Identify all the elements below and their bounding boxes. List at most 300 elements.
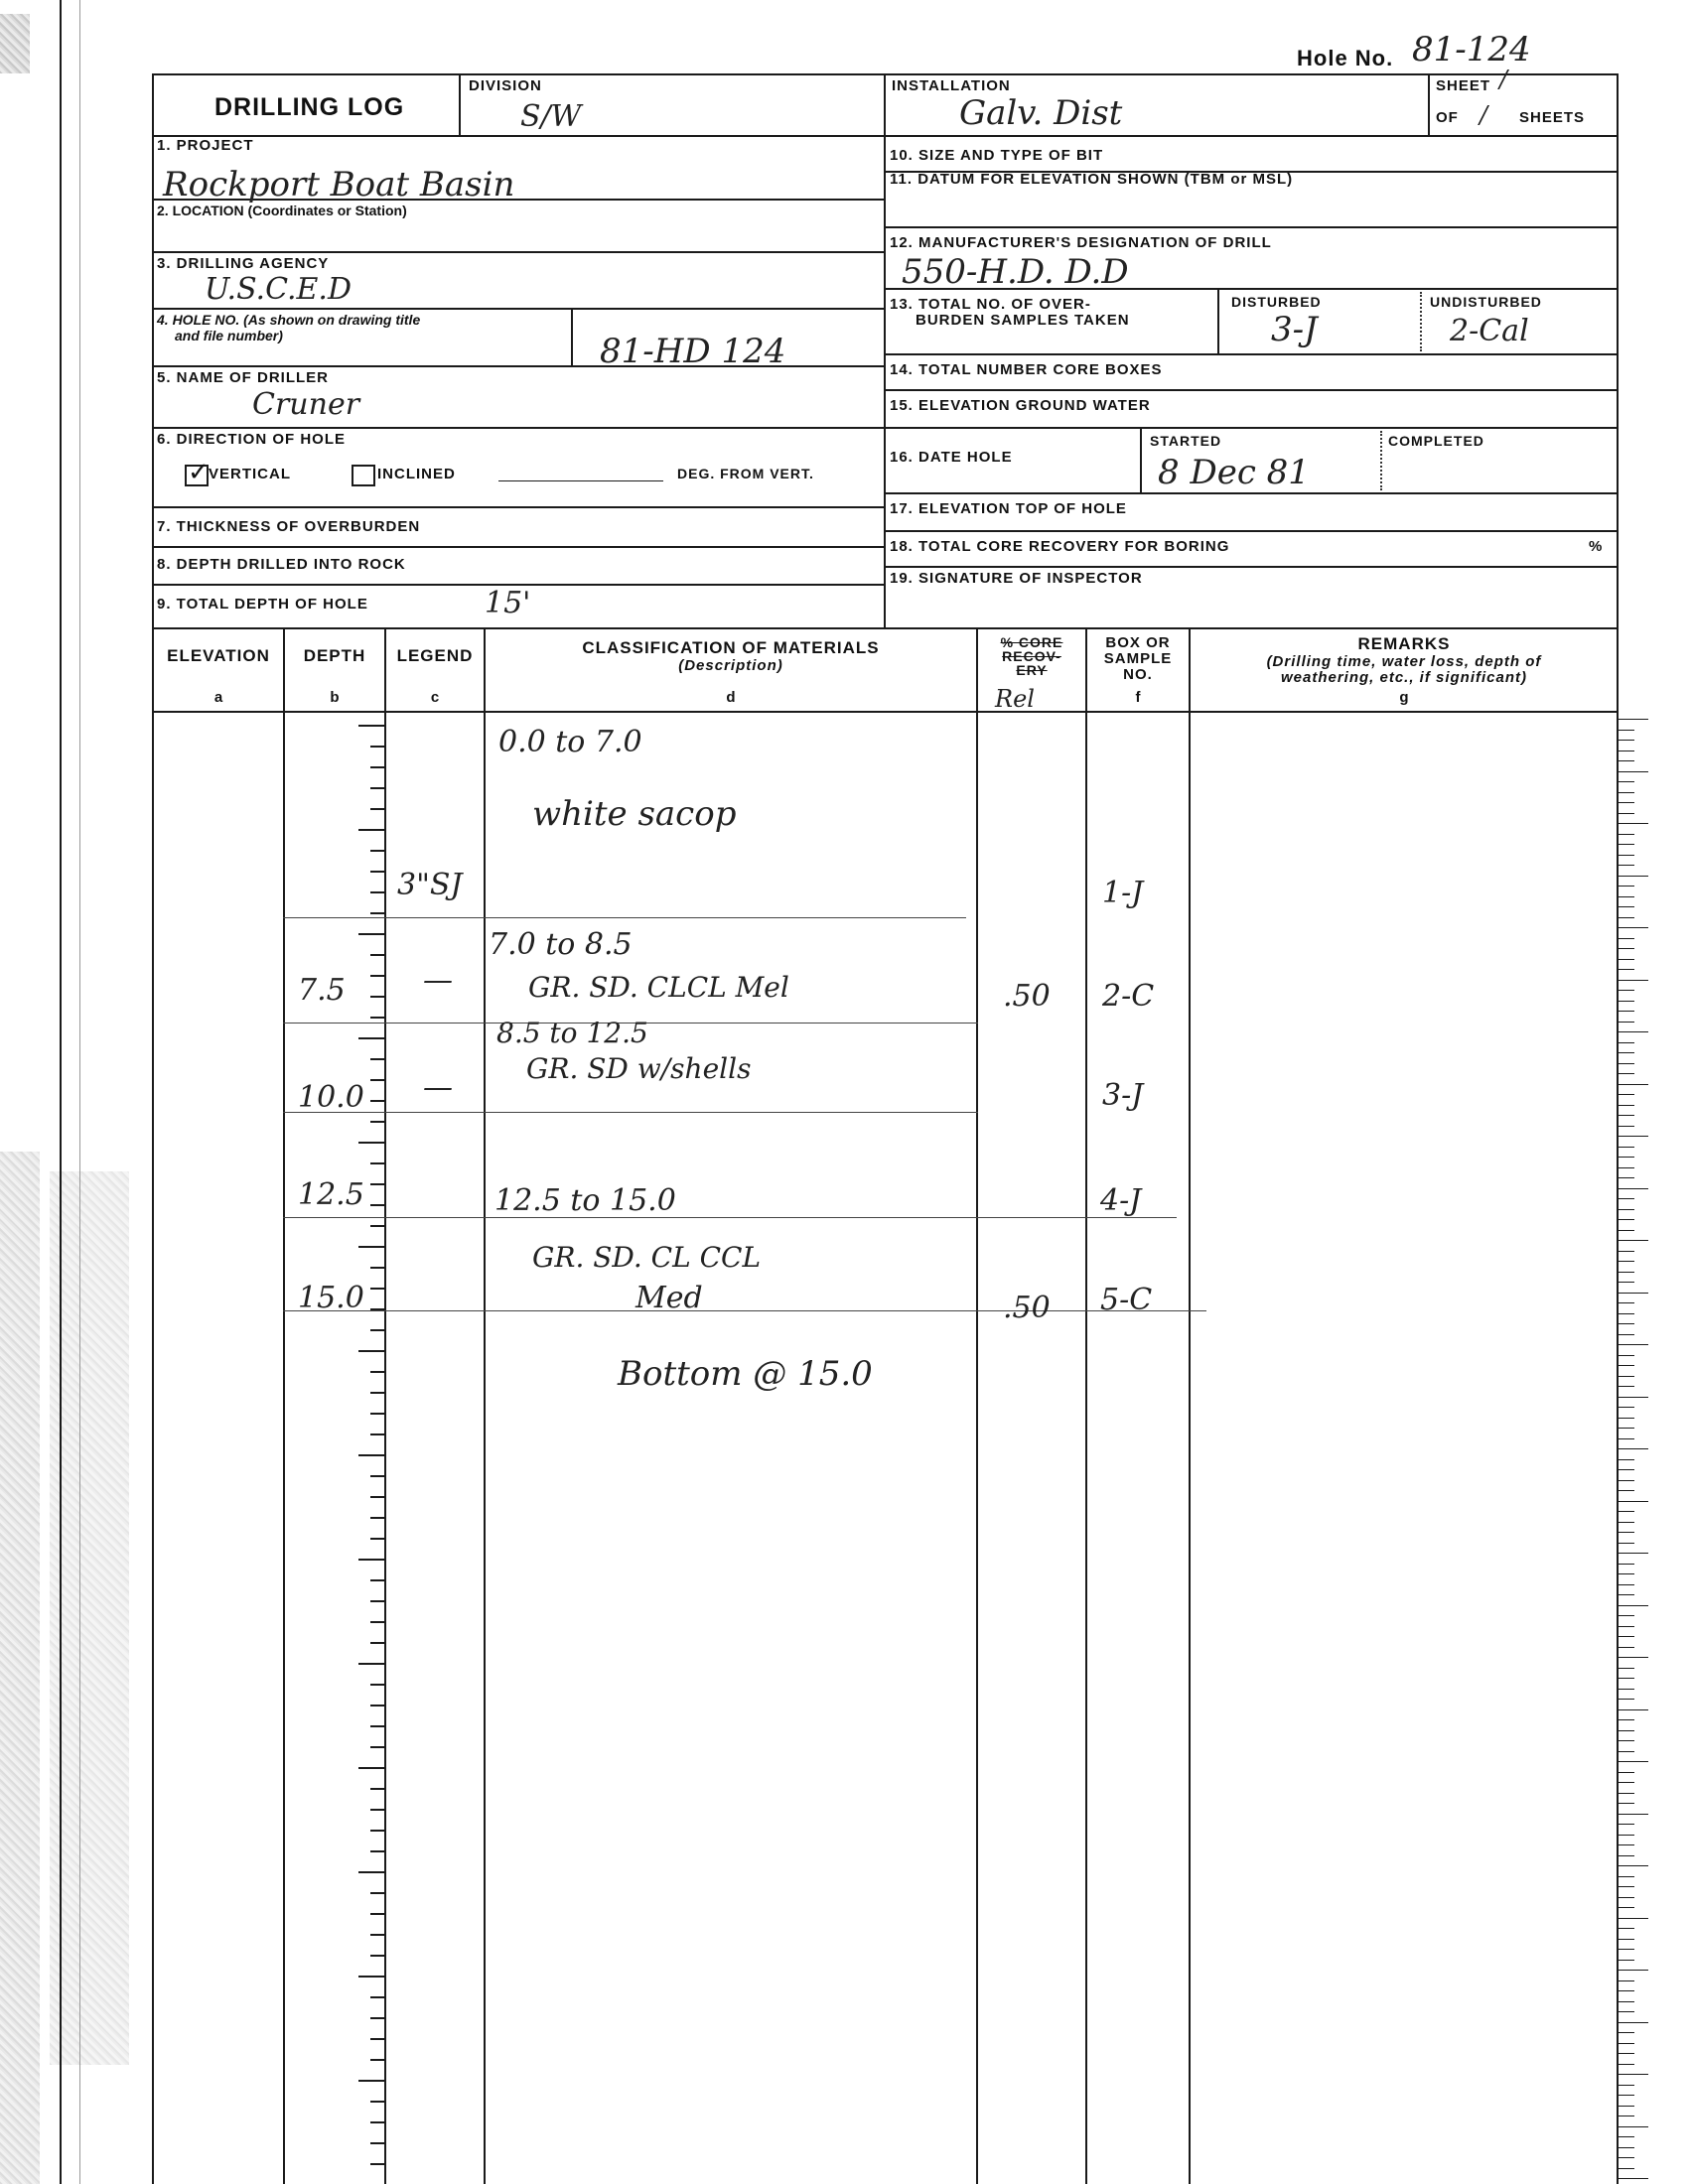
- right-tick: [1619, 1605, 1648, 1606]
- right-tick: [1619, 1282, 1634, 1283]
- depth-tick: [370, 766, 384, 768]
- right-tick: [1619, 1824, 1634, 1825]
- depth-tick: [370, 1288, 384, 1290]
- right-tick: [1619, 896, 1634, 897]
- right-tick: [1619, 2074, 1648, 2075]
- left-margin-line-2: [79, 0, 80, 2184]
- depth-tick: [358, 1142, 384, 1144]
- col-box-2: SAMPLE: [1103, 650, 1173, 667]
- right-tick: [1619, 1553, 1648, 1554]
- depth-tick: [370, 1788, 384, 1790]
- right-tick: [1619, 1573, 1634, 1574]
- right-tick: [1619, 865, 1634, 866]
- depth-tick: [370, 1934, 384, 1936]
- right-tick: [1619, 1719, 1634, 1720]
- depth-tick: [358, 1871, 384, 1873]
- right-tick: [1619, 1626, 1634, 1627]
- entry-divider-1: [283, 917, 966, 918]
- right-tick: [1619, 1136, 1648, 1137]
- division-label: DIVISION: [469, 77, 542, 94]
- depth-tick: [370, 1413, 384, 1415]
- entry-3-legend: —: [423, 1070, 453, 1105]
- right-tick: [1619, 1793, 1634, 1794]
- depth-tick: [370, 1433, 384, 1435]
- right-tick: [1619, 802, 1634, 803]
- depth-tick: [370, 912, 384, 914]
- entry-4-sample: 4-J: [1100, 1183, 1142, 1218]
- right-tick: [1619, 1073, 1634, 1074]
- right-tick: [1619, 1386, 1634, 1387]
- right-tick: [1619, 740, 1634, 741]
- of-value: /: [1480, 101, 1488, 129]
- disturbed-value: 3-J: [1271, 310, 1318, 349]
- right-tick: [1619, 2085, 1634, 2086]
- entry-4-material-b: Med: [635, 1281, 703, 1315]
- right-tick: [1619, 1647, 1634, 1648]
- right-tick: [1619, 730, 1634, 731]
- driller-value: Cruner: [252, 387, 360, 422]
- depth-tick: [370, 1517, 384, 1519]
- core-boxes-label: 14. TOTAL NUMBER CORE BOXES: [890, 361, 1163, 378]
- depth-tick: [370, 1621, 384, 1623]
- depth-tick: [358, 1976, 384, 1978]
- depth-tick: [370, 1183, 384, 1185]
- right-tick: [1619, 1063, 1634, 1064]
- col-core-handwritten: Rel: [995, 685, 1035, 713]
- depth-rock-label: 8. DEPTH DRILLED INTO ROCK: [157, 556, 406, 573]
- right-tick: [1619, 906, 1634, 907]
- agency-label: 3. DRILLING AGENCY: [157, 255, 330, 272]
- depth-tick: [358, 725, 384, 727]
- col-classification-header: CLASSIFICATION OF MATERIALS: [582, 638, 880, 657]
- right-tick: [1619, 1636, 1634, 1637]
- hole-no-label: Hole No.: [1297, 46, 1394, 70]
- right-tick: [1619, 1678, 1634, 1679]
- right-tick: [1619, 886, 1634, 887]
- col-elevation-header: ELEVATION: [167, 646, 270, 665]
- undisturbed-value: 2-Cal: [1450, 314, 1529, 348]
- right-tick: [1619, 1011, 1634, 1012]
- right-tick: [1619, 1240, 1648, 1241]
- col-depth-header: DEPTH: [303, 646, 366, 665]
- depth-tick: [358, 1037, 384, 1039]
- right-tick: [1619, 1699, 1634, 1700]
- depth-tick: [370, 1204, 384, 1206]
- right-tick: [1619, 1313, 1634, 1314]
- right-tick: [1619, 2053, 1634, 2054]
- right-tick: [1619, 1407, 1634, 1408]
- entry-3-depth: 10.0: [298, 1080, 364, 1115]
- right-tick: [1619, 1126, 1634, 1127]
- depth-tick: [370, 1850, 384, 1852]
- right-tick: [1619, 1147, 1634, 1148]
- entry-2-sample: 2-C: [1102, 979, 1155, 1014]
- right-tick: [1619, 771, 1648, 772]
- right-tick: [1619, 1167, 1634, 1168]
- depth-tick: [370, 1392, 384, 1394]
- right-tick: [1619, 959, 1634, 960]
- right-tick: [1619, 2178, 1648, 2179]
- entry-2-interval: 7.0 to 8.5: [489, 927, 633, 962]
- core-recovery-label: 18. TOTAL CORE RECOVERY FOR BORING: [890, 538, 1230, 555]
- hole-no-value: 81-124: [1412, 30, 1531, 69]
- right-tick: [1619, 1501, 1648, 1502]
- right-tick: [1619, 1564, 1634, 1565]
- entry-2-recovery: .50: [1003, 979, 1051, 1014]
- col-classification-letter: d: [726, 689, 736, 706]
- right-tick: [1619, 1344, 1648, 1345]
- date-hole-label: 16. DATE HOLE: [890, 449, 1013, 466]
- form-title: DRILLING LOG: [214, 93, 405, 121]
- right-tick: [1619, 1761, 1648, 1762]
- right-tick: [1619, 792, 1634, 793]
- inclined-label: INCLINED: [377, 466, 456, 482]
- sheet-label: SHEET: [1436, 77, 1491, 94]
- entry-1-legend: 3"SJ: [397, 868, 463, 902]
- total-depth-value: 15': [485, 586, 531, 620]
- depth-tick: [370, 850, 384, 852]
- depth-tick: [370, 2163, 384, 2165]
- depth-tick: [370, 1746, 384, 1748]
- right-tick: [1619, 1814, 1648, 1815]
- right-tick: [1619, 1990, 1634, 1991]
- manufacturer-value: 550-H.D. D.D: [902, 252, 1129, 292]
- undisturbed-label: UNDISTURBED: [1430, 294, 1542, 310]
- right-tick: [1619, 2095, 1634, 2096]
- entry-5-depth: 15.0: [298, 1281, 364, 1315]
- entry-4-depth: 12.5: [298, 1177, 364, 1212]
- entry-4-material-a: GR. SD. CL CCL: [532, 1241, 762, 1274]
- depth-tick: [370, 1996, 384, 1998]
- right-tick: [1619, 1960, 1634, 1961]
- depth-tick: [370, 1809, 384, 1811]
- depth-tick: [358, 1663, 384, 1665]
- right-tick: [1619, 719, 1648, 720]
- right-tick: [1619, 1594, 1634, 1595]
- project-value: Rockport Boat Basin: [163, 165, 515, 205]
- scan-noise-top-left: [0, 14, 30, 73]
- right-tick: [1619, 1209, 1634, 1210]
- col-box-3: NO.: [1123, 666, 1153, 683]
- elevation-top-label: 17. ELEVATION TOP OF HOLE: [890, 500, 1127, 517]
- right-tick: [1619, 1782, 1634, 1783]
- depth-tick: [370, 1955, 384, 1957]
- depth-tick: [370, 1058, 384, 1060]
- right-tick: [1619, 2157, 1634, 2158]
- depth-tick: [370, 1830, 384, 1832]
- col-core-2: RECOV-: [1002, 648, 1061, 664]
- right-tick: [1619, 1251, 1634, 1252]
- right-tick: [1619, 1949, 1634, 1950]
- deg-label: DEG. FROM VERT.: [677, 466, 814, 481]
- depth-tick: [370, 1684, 384, 1686]
- driller-label: 5. NAME OF DRILLER: [157, 369, 330, 386]
- depth-tick: [370, 1371, 384, 1373]
- right-tick: [1619, 1418, 1634, 1419]
- depth-tick: [370, 1121, 384, 1123]
- depth-tick: [370, 1329, 384, 1331]
- right-tick: [1619, 1522, 1634, 1523]
- right-tick: [1619, 1532, 1634, 1533]
- depth-tick: [370, 787, 384, 789]
- depth-tick: [370, 1267, 384, 1269]
- sheets-label: SHEETS: [1519, 109, 1586, 126]
- right-tick: [1619, 2064, 1634, 2065]
- division-value: S/W: [520, 99, 582, 134]
- depth-tick: [370, 1079, 384, 1081]
- right-tick: [1619, 1918, 1648, 1919]
- depth-tick: [370, 2121, 384, 2123]
- depth-tick: [358, 1350, 384, 1352]
- right-tick: [1619, 2126, 1648, 2127]
- depth-tick: [358, 933, 384, 935]
- started-value: 8 Dec 81: [1158, 453, 1310, 492]
- right-tick: [1619, 1157, 1634, 1158]
- right-tick: [1619, 1511, 1634, 1512]
- manufacturer-label: 12. MANUFACTURER'S DESIGNATION OF DRILL: [890, 234, 1272, 251]
- entry-1-sample: 1-J: [1102, 876, 1144, 910]
- right-tick: [1619, 1855, 1634, 1856]
- right-tick: [1619, 2043, 1634, 2044]
- depth-tick: [358, 1767, 384, 1769]
- right-tick: [1619, 2032, 1634, 2033]
- entry-5-sample: 5-C: [1100, 1283, 1153, 1317]
- right-tick: [1619, 1397, 1648, 1398]
- direction-label: 6. DIRECTION OF HOLE: [157, 431, 347, 448]
- inclined-checkbox[interactable]: [352, 465, 375, 486]
- right-tick: [1619, 1188, 1648, 1189]
- samples-label-1: 13. TOTAL NO. OF OVER-: [890, 296, 1091, 313]
- depth-tick: [370, 1100, 384, 1102]
- right-tick: [1619, 990, 1634, 991]
- depth-tick: [370, 1162, 384, 1164]
- agency-value: U.S.C.E.D: [205, 272, 352, 307]
- project-label: 1. PROJECT: [157, 137, 254, 154]
- entry-divider-5: [283, 1310, 1206, 1311]
- right-tick: [1619, 1657, 1648, 1658]
- installation-label: INSTALLATION: [892, 77, 1011, 94]
- right-tick: [1619, 1365, 1634, 1366]
- sheet-value: /: [1499, 66, 1508, 93]
- right-tick: [1619, 1772, 1634, 1773]
- depth-tick: [370, 1017, 384, 1019]
- depth-tick: [370, 2059, 384, 2061]
- right-tick: [1619, 1615, 1634, 1616]
- depth-tick: [370, 1225, 384, 1227]
- depth-tick: [370, 808, 384, 810]
- col-box-letter: f: [1135, 689, 1141, 706]
- right-tick: [1619, 1448, 1648, 1449]
- disturbed-label: DISTURBED: [1231, 294, 1322, 310]
- right-tick: [1619, 1052, 1634, 1053]
- depth-tick: [358, 1454, 384, 1456]
- right-tick: [1619, 1740, 1634, 1741]
- depth-tick: [370, 1913, 384, 1915]
- right-tick: [1619, 1376, 1634, 1377]
- col-classification-sub: (Description): [678, 657, 783, 674]
- thickness-label: 7. THICKNESS OF OVERBURDEN: [157, 518, 421, 535]
- right-tick: [1619, 1094, 1634, 1095]
- depth-tick: [370, 1538, 384, 1540]
- right-tick: [1619, 1272, 1634, 1273]
- right-tick: [1619, 2022, 1648, 2023]
- location-label: 2. LOCATION (Coordinates or Station): [157, 203, 407, 218]
- right-tick: [1619, 1668, 1634, 1669]
- right-tick: [1619, 948, 1634, 949]
- total-depth-label: 9. TOTAL DEPTH OF HOLE: [157, 596, 368, 613]
- hole-no-field-label-1: 4. HOLE NO. (As shown on drawing title: [157, 312, 421, 328]
- depth-tick: [358, 2080, 384, 2082]
- scan-noise-left-lower: [0, 1152, 40, 2184]
- right-tick: [1619, 823, 1648, 824]
- col-box-1: BOX OR: [1105, 634, 1171, 651]
- right-tick: [1619, 1261, 1634, 1262]
- right-tick: [1619, 1302, 1634, 1303]
- left-margin-line: [60, 0, 62, 2184]
- right-tick: [1619, 2136, 1634, 2137]
- right-tick: [1619, 980, 1648, 981]
- right-tick: [1619, 1980, 1634, 1981]
- right-tick: [1619, 1177, 1634, 1178]
- right-tick: [1619, 781, 1634, 782]
- right-tick: [1619, 1323, 1634, 1324]
- right-tick: [1619, 1042, 1634, 1043]
- entry-3-interval: 8.5 to 12.5: [496, 1017, 648, 1049]
- right-tick: [1619, 1543, 1634, 1544]
- entry-3-material: GR. SD w/shells: [526, 1052, 752, 1085]
- right-tick: [1619, 1907, 1634, 1908]
- col-core-3: ERY: [1016, 662, 1048, 678]
- col-elevation-letter: a: [213, 689, 223, 706]
- depth-tick: [370, 1892, 384, 1894]
- depth-tick: [358, 1559, 384, 1561]
- depth-tick: [370, 1705, 384, 1706]
- right-tick: [1619, 1105, 1634, 1106]
- depth-tick: [370, 1725, 384, 1727]
- depth-tick: [370, 1600, 384, 1602]
- depth-tick: [370, 954, 384, 956]
- right-tick: [1619, 1031, 1648, 1032]
- col-depth-letter: b: [330, 689, 340, 706]
- entry-3-sample: 3-J: [1102, 1078, 1144, 1113]
- right-tick: [1619, 1293, 1648, 1294]
- right-tick: [1619, 1198, 1634, 1199]
- right-tick: [1619, 1480, 1634, 1481]
- right-tick: [1619, 813, 1634, 814]
- right-tick: [1619, 1709, 1648, 1710]
- right-tick: [1619, 1689, 1634, 1690]
- datum-label: 11. DATUM FOR ELEVATION SHOWN (TBM or MSL): [890, 171, 1294, 188]
- entry-2-material: GR. SD. CLCL Mel: [528, 971, 789, 1004]
- depth-tick: [370, 1579, 384, 1581]
- col-remarks-sub-1: (Drilling time, water loss, depth of: [1266, 653, 1542, 670]
- inclined-blank-line: [498, 480, 663, 481]
- right-tick: [1619, 844, 1634, 845]
- installation-value: Galv. Dist: [959, 93, 1123, 133]
- right-tick: [1619, 1355, 1634, 1356]
- of-label: OF: [1436, 109, 1459, 126]
- col-legend-letter: c: [430, 689, 440, 706]
- right-tick: [1619, 1865, 1648, 1866]
- depth-tick: [370, 2101, 384, 2103]
- depth-tick: [370, 1642, 384, 1644]
- right-tick: [1619, 2001, 1634, 2002]
- depth-tick: [370, 746, 384, 748]
- right-tick: [1619, 1886, 1634, 1887]
- bit-label: 10. SIZE AND TYPE OF BIT: [890, 147, 1104, 164]
- col-remarks-sub-2: weathering, etc., if significant): [1280, 669, 1528, 686]
- right-tick: [1619, 1438, 1634, 1439]
- entry-2-depth: 7.5: [298, 973, 346, 1008]
- right-tick: [1619, 2011, 1634, 2012]
- right-tick: [1619, 1584, 1634, 1585]
- depth-tick: [370, 871, 384, 873]
- col-remarks-header: REMARKS: [1357, 634, 1451, 653]
- right-tick: [1619, 1230, 1634, 1231]
- right-tick: [1619, 2106, 1634, 2107]
- vertical-label: VERTICAL: [209, 466, 291, 482]
- right-tick: [1619, 2147, 1634, 2148]
- right-tick: [1619, 1844, 1634, 1845]
- right-tick: [1619, 1469, 1634, 1470]
- right-tick: [1619, 1751, 1634, 1752]
- right-tick: [1619, 1084, 1648, 1085]
- right-tick: [1619, 855, 1634, 856]
- col-legend-header: LEGEND: [396, 646, 474, 665]
- right-tick: [1619, 927, 1648, 928]
- depth-tick: [358, 829, 384, 831]
- right-tick: [1619, 1428, 1634, 1429]
- entry-divider-4: [283, 1217, 1177, 1218]
- depth-tick: [370, 891, 384, 893]
- right-tick: [1619, 1928, 1634, 1929]
- right-tick: [1619, 1219, 1634, 1220]
- right-tick: [1619, 1970, 1648, 1971]
- entry-divider-3: [283, 1112, 978, 1113]
- right-tick: [1619, 1730, 1634, 1731]
- col-core-1: % CORE: [1000, 634, 1063, 650]
- depth-tick: [370, 996, 384, 998]
- right-tick: [1619, 1803, 1634, 1804]
- right-tick: [1619, 1115, 1634, 1116]
- hole-no-field-label-2: and file number): [175, 328, 283, 343]
- right-tick: [1619, 917, 1634, 918]
- depth-tick: [370, 1475, 384, 1477]
- right-tick: [1619, 938, 1634, 939]
- right-tick: [1619, 1835, 1634, 1836]
- depth-tick: [370, 975, 384, 977]
- right-tick: [1619, 834, 1634, 835]
- vertical-checkbox[interactable]: ✓: [185, 465, 209, 486]
- depth-tick: [370, 1496, 384, 1498]
- entry-2-legend: —: [423, 963, 453, 998]
- percent-sign: %: [1589, 538, 1604, 555]
- depth-tick: [370, 2017, 384, 2019]
- entry-5-recovery: .50: [1003, 1291, 1051, 1325]
- right-tick: [1619, 876, 1648, 877]
- ground-water-label: 15. ELEVATION GROUND WATER: [890, 397, 1151, 414]
- entry-4-interval: 12.5 to 15.0: [494, 1183, 676, 1218]
- depth-tick: [370, 2142, 384, 2144]
- right-tick: [1619, 969, 1634, 970]
- completed-label: COMPLETED: [1388, 433, 1484, 449]
- depth-tick: [358, 1246, 384, 1248]
- right-tick: [1619, 1459, 1634, 1460]
- right-tick: [1619, 1876, 1634, 1877]
- right-tick: [1619, 1334, 1634, 1335]
- col-remarks-letter: g: [1399, 689, 1409, 706]
- started-label: STARTED: [1150, 433, 1222, 449]
